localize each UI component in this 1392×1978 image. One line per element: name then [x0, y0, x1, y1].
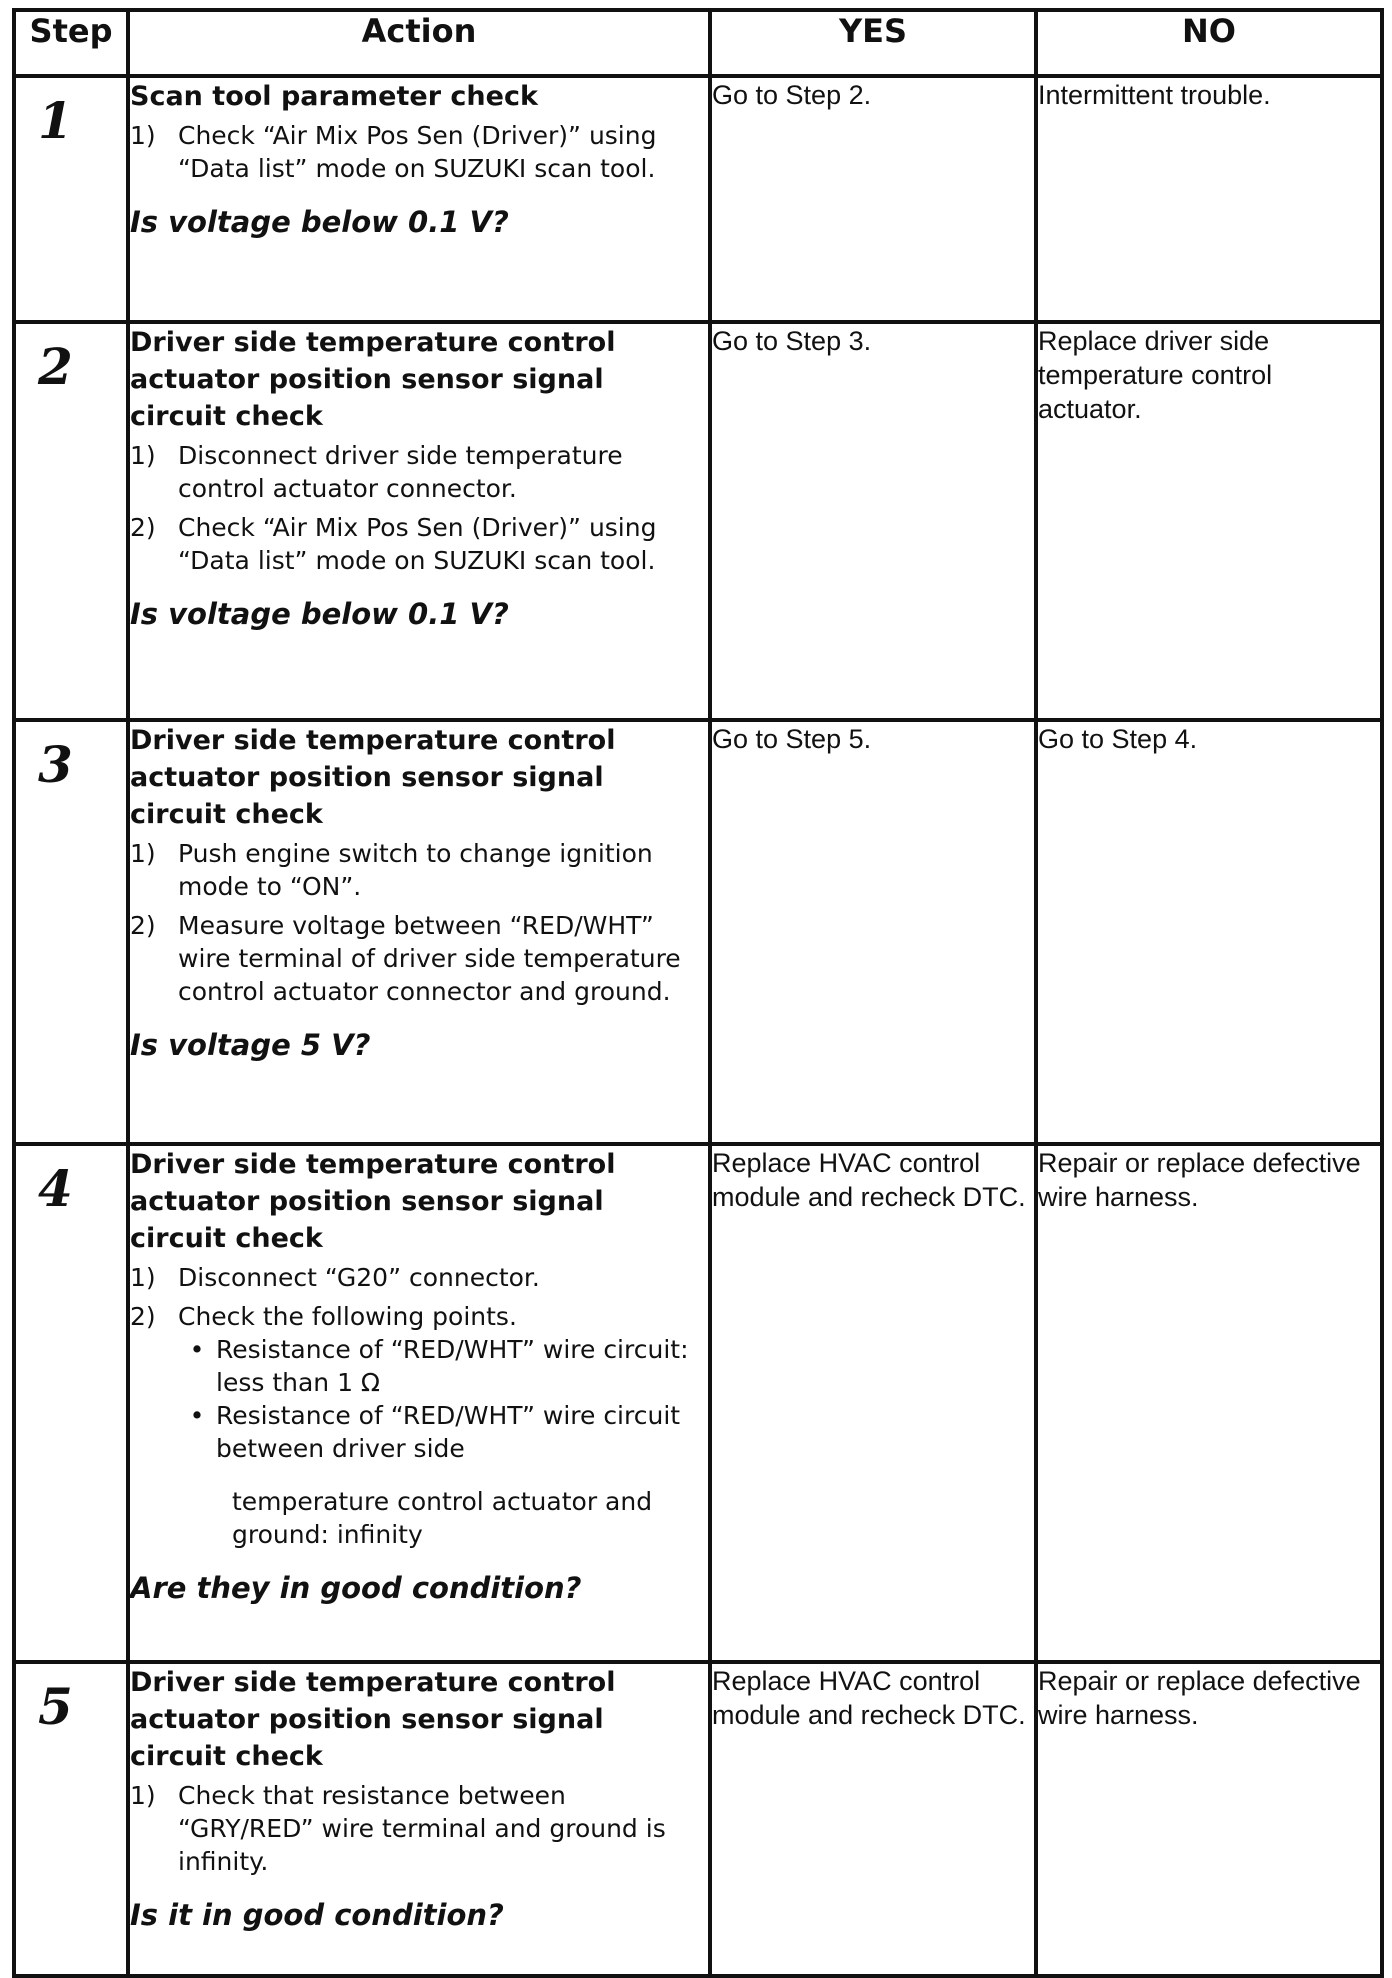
bullet-item	[178, 1333, 708, 1399]
action-question: Is voltage 5 V?	[130, 1028, 371, 1062]
substep-number: 2)	[130, 911, 156, 940]
substep-text: Disconnect “G20” connector.	[178, 1263, 540, 1292]
step-number: 3	[38, 735, 73, 794]
action-question: Is voltage below 0.1 V?	[130, 597, 509, 631]
substep	[130, 909, 708, 1008]
no-result: Replace driver side temperature control actuator.	[1036, 322, 1382, 720]
step-cell	[14, 1662, 128, 1976]
step-cell	[14, 720, 128, 1144]
substep	[130, 1300, 708, 1333]
substep-text: Measure voltage between “RED/WHT” wire terminal of driver side temperature control actuator connector and ground.	[178, 911, 681, 1006]
substep-text: Check “Air Mix Pos Sen (Driver)” using “Data list” mode on SUZUKI scan tool.	[178, 513, 657, 575]
yes-result: Go to Step 5.	[710, 720, 1036, 1144]
substep-number: 2)	[130, 513, 156, 542]
substep-number: 1)	[130, 121, 156, 150]
action-cell	[128, 1662, 710, 1976]
bullet-continuation: temperature control actuator and ground: infinity	[232, 1487, 653, 1549]
bullet-text: Resistance of “RED/WHT” wire circuit: less than 1 Ω	[216, 1335, 689, 1397]
action-title: Driver side temperature control actuator position sensor signal circuit check	[130, 1667, 616, 1772]
substep-number: 1)	[130, 1263, 156, 1292]
table-row	[14, 76, 1382, 322]
action-question: Are they in good condition?	[130, 1571, 582, 1605]
substep-text: Check that resistance between “GRY/RED” wire terminal and ground is infinity.	[178, 1781, 666, 1876]
yes-result: Replace HVAC control module and recheck DTC.	[710, 1662, 1036, 1976]
action-title: Driver side temperature control actuator position sensor signal circuit check	[130, 327, 616, 432]
substep-number: 1)	[130, 1781, 156, 1810]
action-title: Driver side temperature control actuator position sensor signal circuit check	[130, 1149, 616, 1254]
header-row	[14, 10, 1382, 76]
action-cell	[128, 322, 710, 720]
action-cell	[128, 76, 710, 322]
step-number: 5	[38, 1677, 73, 1736]
substep-number: 2)	[130, 1302, 156, 1331]
substep-text: Push engine switch to change ignition mode to “ON”.	[178, 839, 653, 901]
no-result: Intermittent trouble.	[1036, 76, 1382, 322]
step-number: 1	[38, 91, 73, 150]
table-row	[14, 720, 1382, 1144]
header-action: Action	[128, 10, 710, 76]
table-row	[14, 1144, 1382, 1662]
action-question: Is it in good condition?	[130, 1898, 504, 1932]
yes-result: Go to Step 2.	[710, 76, 1036, 322]
substep	[130, 1779, 708, 1878]
substep-text: Disconnect driver side temperature control actuator connector.	[178, 441, 623, 503]
header-no: NO	[1036, 10, 1382, 76]
no-result: Repair or replace defective wire harness.	[1036, 1144, 1382, 1662]
no-result: Go to Step 4.	[1036, 720, 1382, 1144]
table-row	[14, 1662, 1382, 1976]
step-cell	[14, 76, 128, 322]
yes-result: Go to Step 3.	[710, 322, 1036, 720]
action-cell	[128, 1144, 710, 1662]
substep	[130, 119, 708, 185]
header-yes: YES	[710, 10, 1036, 76]
bullet-dot: •	[189, 1401, 205, 1430]
substep-number: 1)	[130, 839, 156, 868]
action-title: Driver side temperature control actuator position sensor signal circuit check	[130, 725, 616, 830]
action-cell	[128, 720, 710, 1144]
bullet-text: Resistance of “RED/WHT” wire circuit between driver side	[216, 1401, 681, 1463]
substep-number: 1)	[130, 441, 156, 470]
substep	[130, 1261, 708, 1294]
table-row	[14, 322, 1382, 720]
step-cell	[14, 1144, 128, 1662]
bullet-item	[178, 1399, 708, 1465]
no-result: Repair or replace defective wire harness.	[1036, 1662, 1382, 1976]
header-step: Step	[14, 10, 128, 76]
substep-text: Check “Air Mix Pos Sen (Driver)” using “Data list” mode on SUZUKI scan tool.	[178, 121, 657, 183]
bullet-dot: •	[189, 1335, 205, 1364]
yes-result: Replace HVAC control module and recheck DTC.	[710, 1144, 1036, 1662]
step-number: 4	[38, 1159, 73, 1218]
substep	[130, 837, 708, 903]
substep	[130, 439, 708, 505]
substep	[130, 511, 708, 577]
diagnostic-table	[12, 8, 1384, 1978]
substep-text: Check the following points.	[178, 1302, 517, 1331]
action-title: Scan tool parameter check	[130, 81, 538, 112]
step-cell	[14, 322, 128, 720]
step-number: 2	[38, 337, 73, 396]
action-question: Is voltage below 0.1 V?	[130, 205, 509, 239]
